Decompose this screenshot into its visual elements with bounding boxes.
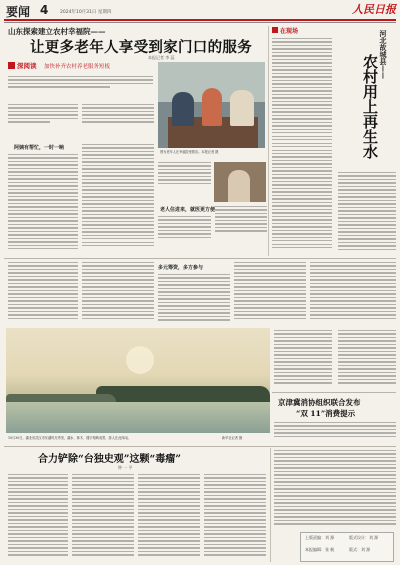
lead-photo-caption: 图为老年人在幸福院里娱乐。本报记者 摄 [160,150,219,154]
lead-body-col-2b [82,144,154,256]
bottom-col-2 [72,474,134,562]
mid-col-3 [158,274,230,326]
bottom-byline: 钟 一 平 [118,465,133,470]
lead-subhead-2: 老人住进来，就医更方便 [160,207,216,213]
bottom-col-3 [138,474,200,562]
mid-col-4 [234,262,306,326]
sidebar-body-col-2 [338,172,396,258]
lead-body-col-1 [8,104,78,140]
lead-intro-text [8,76,153,100]
lead-body-col-3b [158,216,211,256]
lead-photo-person-1 [172,92,194,126]
sidebar-tag: 在现场 [280,28,299,35]
masthead [0,0,400,20]
lead-byline: 本报记者 李 蕊 [148,55,175,60]
editor-line-2: 版式设计：刘 源 [349,535,379,540]
sidebar-tag-row [272,26,332,36]
newspaper-logo: 人民日报 [352,3,396,16]
series-tag: 深阅读 [17,62,37,70]
consumer-headline-1: 京津冀消协组织联合发布 [278,398,361,407]
editor-line-4: 版式：刘 源 [349,547,371,552]
date-line: 2024年10月31日 星期四 [60,10,112,15]
landscape-photo-credit: 新华社记者 摄 [222,436,243,440]
sidebar-tag-icon [272,27,278,33]
lead-body-col-2 [82,104,154,140]
lead-photo-2 [214,162,266,202]
consumer-body-2 [274,450,396,530]
lead-subhead-3: 多元筹资，多方参与 [158,265,204,271]
landscape-photo-treeline [96,386,270,402]
sidebar-body-col-1 [272,38,332,258]
lead-headline: 让更多老年人享受到家门口的服务 [30,39,252,56]
lead-body-col-3 [158,162,211,204]
masthead-rule [4,19,396,21]
landscape-photo [6,328,270,433]
column-rule-1 [268,26,269,256]
bottom-col-1 [8,474,68,562]
editor-line-3: 本报编辑：张 帆 [305,547,335,552]
bottom-col-4 [204,474,266,562]
lead-subhead-1: 阿姨有帮忙，一时一晌 [14,145,65,151]
landscape-photo-sun [126,346,154,374]
lead-photo-person-2 [202,88,222,126]
bottom-column-rule [270,448,271,562]
masthead-rule-thin [4,22,396,23]
sidebar-headline: 农村用上再生水 [361,54,379,159]
landscape-photo-water [6,402,270,433]
landscape-photo-caption: 10月30日，湖北省武汉市东湖风光秀美，湖水、林木、楼宇相映成景，游人在此休闲。 [8,436,131,440]
series-title: 加快补齐农村养老服务短板 [44,64,111,70]
editors-box [300,532,394,562]
lower-rule [4,446,396,447]
right-rule [272,392,396,393]
consumer-body-1 [274,422,396,442]
bottom-headline: 合力铲除“台独史观”这颗“毒瘤” [38,454,182,465]
lead-kicker: 山东探索建立农村幸福院—— [8,27,106,36]
lead-photo-2-person [228,170,250,202]
page-number: 4 [40,3,49,17]
lead-photo-person-3 [230,90,254,126]
mid-col-5 [310,262,396,326]
editor-line-1: 上版责编：刘 源 [305,535,335,540]
lead-body-col-1b [8,154,78,256]
lead-photo [158,62,265,148]
consumer-headline-2: “双 11”消费提示 [296,409,356,418]
mid-rule [4,258,396,259]
right-col-2 [338,330,396,390]
sidebar-kicker: 河北故城县—— [379,30,388,79]
section-name: 要闻 [6,5,31,19]
mid-col-2 [82,262,154,326]
mid-col-1 [8,262,78,326]
right-col-1 [274,330,332,390]
series-tag-icon [8,62,15,69]
lead-body-col-4 [215,206,267,256]
